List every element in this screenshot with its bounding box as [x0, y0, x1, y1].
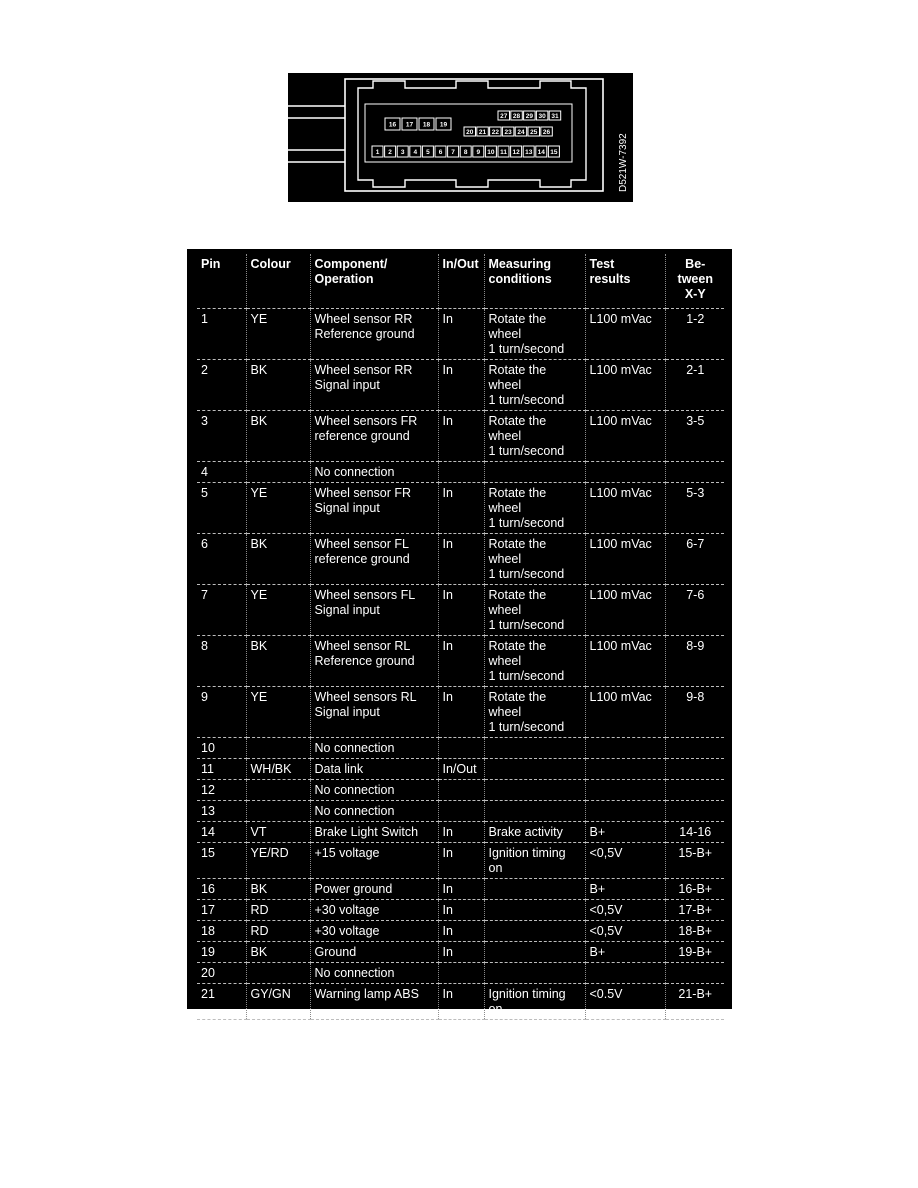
- cell-colour: [246, 963, 310, 984]
- cell-component: Wheel sensor RR Signal input: [310, 360, 438, 411]
- connector-pin: [511, 111, 523, 120]
- cell-component: Wheel sensor FL reference ground: [310, 534, 438, 585]
- cell-colour: BK: [246, 879, 310, 900]
- cell-measuring-conditions: Rotate the wheel 1 turn/second: [484, 360, 585, 411]
- cell-colour: WH/BK: [246, 759, 310, 780]
- connector-pin-label: 24: [517, 128, 525, 136]
- cell-component: No connection: [310, 738, 438, 759]
- table-row: [197, 462, 724, 483]
- cell-between: 2-1: [665, 360, 724, 411]
- connector-pin: [536, 111, 548, 120]
- cell-in-out: [438, 801, 484, 822]
- connector-pin-label: 30: [538, 112, 546, 120]
- cell-between: 9-8: [665, 687, 724, 738]
- cell-between: 21-B+: [665, 984, 724, 1020]
- cell-pin: 19: [197, 942, 246, 963]
- cell-component: +30 voltage: [310, 900, 438, 921]
- cell-colour: YE: [246, 585, 310, 636]
- connector-pin: [511, 146, 522, 157]
- table-row: [197, 759, 724, 780]
- cell-in-out: In: [438, 921, 484, 942]
- connector-pin: [397, 146, 408, 157]
- connector-pin: [435, 146, 446, 157]
- cell-test-results: L100 mVac: [585, 483, 665, 534]
- pin-table: [197, 254, 724, 1020]
- table-row: [197, 801, 724, 822]
- cell-pin: 15: [197, 843, 246, 879]
- cell-measuring-conditions: [484, 942, 585, 963]
- cell-measuring-conditions: Brake activity: [484, 822, 585, 843]
- header-component: Component/ Operation: [310, 254, 438, 309]
- header-pin: Pin: [197, 254, 246, 309]
- cell-colour: BK: [246, 942, 310, 963]
- table-row: [197, 534, 724, 585]
- cell-in-out: In: [438, 687, 484, 738]
- cell-colour: [246, 780, 310, 801]
- cell-pin: 8: [197, 636, 246, 687]
- cell-colour: [246, 738, 310, 759]
- cell-measuring-conditions: [484, 759, 585, 780]
- cell-component: +30 voltage: [310, 921, 438, 942]
- cell-in-out: In: [438, 534, 484, 585]
- cell-colour: VT: [246, 822, 310, 843]
- cell-colour: BK: [246, 411, 310, 462]
- cell-component: No connection: [310, 462, 438, 483]
- cell-colour: YE: [246, 687, 310, 738]
- cell-in-out: In: [438, 843, 484, 879]
- cell-in-out: [438, 963, 484, 984]
- connector-pin: [485, 146, 496, 157]
- cell-in-out: In: [438, 360, 484, 411]
- cell-pin: 4: [197, 462, 246, 483]
- cell-measuring-conditions: [484, 879, 585, 900]
- connector-pin-label: 3: [400, 148, 405, 156]
- cell-component: Warning lamp ABS: [310, 984, 438, 1020]
- cell-colour: YE/RD: [246, 843, 310, 879]
- table-row: [197, 636, 724, 687]
- cell-measuring-conditions: Rotate the wheel 1 turn/second: [484, 687, 585, 738]
- table-header-row: [197, 254, 724, 309]
- connector-pin-label: 23: [504, 128, 512, 136]
- cell-test-results: B+: [585, 879, 665, 900]
- table-row: [197, 822, 724, 843]
- table-row: [197, 411, 724, 462]
- cell-measuring-conditions: Rotate the wheel 1 turn/second: [484, 411, 585, 462]
- cell-test-results: L100 mVac: [585, 636, 665, 687]
- connector-pin-label: 8: [463, 148, 468, 156]
- cell-measuring-conditions: [484, 780, 585, 801]
- table-row: [197, 921, 724, 942]
- cell-in-out: In: [438, 309, 484, 360]
- cell-test-results: [585, 780, 665, 801]
- cell-between: 1-2: [665, 309, 724, 360]
- cell-test-results: L100 mVac: [585, 360, 665, 411]
- cell-component: Wheel sensors FL Signal input: [310, 585, 438, 636]
- cell-test-results: [585, 462, 665, 483]
- connector-pin: [502, 127, 514, 136]
- header-colour: Colour: [246, 254, 310, 309]
- header-between: Be- tween X-Y: [665, 254, 724, 309]
- table-row: [197, 738, 724, 759]
- table-row: [197, 780, 724, 801]
- cell-between: 14-16: [665, 822, 724, 843]
- cell-in-out: In: [438, 984, 484, 1020]
- cell-in-out: In: [438, 411, 484, 462]
- cell-test-results: [585, 759, 665, 780]
- connector-pin-label: 31: [551, 112, 559, 120]
- cell-in-out: In: [438, 585, 484, 636]
- table-row: [197, 942, 724, 963]
- connector-pin-label: 27: [500, 112, 508, 120]
- cell-pin: 2: [197, 360, 246, 411]
- connector-pin: [523, 146, 534, 157]
- cell-colour: BK: [246, 360, 310, 411]
- cell-component: Data link: [310, 759, 438, 780]
- connector-pin-label: 20: [466, 128, 474, 136]
- connector-pin: [524, 111, 536, 120]
- cell-pin: 11: [197, 759, 246, 780]
- connector-pin-label: 7: [451, 148, 455, 156]
- cell-between: 3-5: [665, 411, 724, 462]
- cell-in-out: [438, 738, 484, 759]
- cell-test-results: <0,5V: [585, 921, 665, 942]
- connector-pin: [436, 118, 451, 130]
- table-row: [197, 360, 724, 411]
- cell-pin: 16: [197, 879, 246, 900]
- cell-test-results: L100 mVac: [585, 309, 665, 360]
- table-row: [197, 900, 724, 921]
- cell-test-results: <0.5V: [585, 984, 665, 1020]
- cell-pin: 1: [197, 309, 246, 360]
- cell-component: Wheel sensors RL Signal input: [310, 687, 438, 738]
- cell-colour: GY/GN: [246, 984, 310, 1020]
- connector-pin-label: 19: [439, 121, 448, 129]
- cell-component: +15 voltage: [310, 843, 438, 879]
- cell-between: 16-B+: [665, 879, 724, 900]
- cell-pin: 6: [197, 534, 246, 585]
- cell-between: 18-B+: [665, 921, 724, 942]
- connector-pin-label: 9: [476, 148, 481, 156]
- cell-between: 7-6: [665, 585, 724, 636]
- connector-pin-label: 18: [422, 121, 431, 129]
- cell-pin: 3: [197, 411, 246, 462]
- cell-in-out: In/Out: [438, 759, 484, 780]
- cell-pin: 5: [197, 483, 246, 534]
- cell-colour: RD: [246, 900, 310, 921]
- cell-between: 19-B+: [665, 942, 724, 963]
- table-row: [197, 879, 724, 900]
- cell-measuring-conditions: Ignition timing on: [484, 843, 585, 879]
- cell-component: No connection: [310, 963, 438, 984]
- connector-pin-label: 13: [525, 148, 533, 156]
- table-row: [197, 483, 724, 534]
- cell-between: [665, 801, 724, 822]
- table-row: [197, 309, 724, 360]
- cell-between: 6-7: [665, 534, 724, 585]
- cell-test-results: L100 mVac: [585, 585, 665, 636]
- cell-measuring-conditions: Rotate the wheel 1 turn/second: [484, 534, 585, 585]
- cell-in-out: In: [438, 900, 484, 921]
- figure-code: D521W-7392: [618, 133, 629, 192]
- connector-pin: [498, 111, 510, 120]
- cell-pin: 20: [197, 963, 246, 984]
- table-row: [197, 984, 724, 1020]
- cell-colour: BK: [246, 636, 310, 687]
- connector-pin-label: 25: [530, 128, 538, 136]
- cell-colour: BK: [246, 534, 310, 585]
- cell-between: [665, 963, 724, 984]
- cell-component: Brake Light Switch: [310, 822, 438, 843]
- cell-measuring-conditions: Rotate the wheel 1 turn/second: [484, 483, 585, 534]
- connector-pin-label: 22: [491, 128, 499, 136]
- connector-pin: [515, 127, 527, 136]
- cell-component: Wheel sensor RR Reference ground: [310, 309, 438, 360]
- cell-measuring-conditions: Rotate the wheel 1 turn/second: [484, 309, 585, 360]
- table-row: [197, 687, 724, 738]
- cell-test-results: L100 mVac: [585, 411, 665, 462]
- cell-in-out: In: [438, 483, 484, 534]
- cell-measuring-conditions: [484, 963, 585, 984]
- cell-in-out: In: [438, 822, 484, 843]
- cell-colour: [246, 801, 310, 822]
- connector-pin-label: 1: [375, 148, 380, 156]
- cell-between: 5-3: [665, 483, 724, 534]
- connector-pin-label: 14: [537, 148, 545, 156]
- connector-pin-label: 10: [487, 148, 495, 156]
- connector-pin-label: 26: [542, 128, 551, 136]
- cell-pin: 9: [197, 687, 246, 738]
- cell-pin: 17: [197, 900, 246, 921]
- connector-diagram: [288, 73, 633, 202]
- cell-component: Wheel sensors FR reference ground: [310, 411, 438, 462]
- connector-pin: [385, 118, 400, 130]
- connector-pin: [410, 146, 421, 157]
- cell-measuring-conditions: [484, 462, 585, 483]
- cell-test-results: L100 mVac: [585, 687, 665, 738]
- table-row: [197, 843, 724, 879]
- connector-pin-label: 5: [426, 148, 430, 156]
- cell-test-results: L100 mVac: [585, 534, 665, 585]
- cell-test-results: [585, 963, 665, 984]
- cell-between: [665, 759, 724, 780]
- pin-table-panel: [187, 249, 732, 1016]
- cell-component: No connection: [310, 780, 438, 801]
- connector-pin: [528, 127, 540, 136]
- cell-pin: 14: [197, 822, 246, 843]
- cell-test-results: <0,5V: [585, 900, 665, 921]
- connector-pin: [490, 127, 502, 136]
- cell-component: Power ground: [310, 879, 438, 900]
- cell-in-out: [438, 462, 484, 483]
- cell-pin: 18: [197, 921, 246, 942]
- connector-pin: [498, 146, 509, 157]
- connector-pin: [477, 127, 489, 136]
- connector-pin: [419, 118, 434, 130]
- connector-pin: [460, 146, 471, 157]
- cell-colour: [246, 462, 310, 483]
- cell-test-results: [585, 801, 665, 822]
- connector-pin-label: 11: [500, 148, 507, 156]
- cell-test-results: <0,5V: [585, 843, 665, 879]
- connector-pin-label: 2: [388, 148, 392, 156]
- cell-test-results: [585, 738, 665, 759]
- cell-between: [665, 462, 724, 483]
- cell-in-out: In: [438, 879, 484, 900]
- connector-pin-label: 4: [413, 148, 418, 156]
- cell-pin: 7: [197, 585, 246, 636]
- cell-measuring-conditions: [484, 900, 585, 921]
- cell-measuring-conditions: [484, 738, 585, 759]
- connector-pin: [548, 146, 559, 157]
- header-test-results: Test results: [585, 254, 665, 309]
- header-in-out: In/Out: [438, 254, 484, 309]
- connector-pin: [464, 127, 476, 136]
- cell-colour: RD: [246, 921, 310, 942]
- cell-measuring-conditions: [484, 921, 585, 942]
- cell-between: [665, 738, 724, 759]
- header-measuring-conditions: Measuring conditions: [484, 254, 585, 309]
- connector-pin-label: 17: [405, 121, 414, 129]
- cell-between: 17-B+: [665, 900, 724, 921]
- cell-pin: 10: [197, 738, 246, 759]
- connector-pin: [541, 127, 553, 136]
- connector-pin: [385, 146, 396, 157]
- cell-in-out: In: [438, 636, 484, 687]
- table-row: [197, 585, 724, 636]
- cell-measuring-conditions: Ignition timing on: [484, 984, 585, 1020]
- cell-colour: YE: [246, 309, 310, 360]
- cell-test-results: B+: [585, 942, 665, 963]
- cell-measuring-conditions: Rotate the wheel 1 turn/second: [484, 585, 585, 636]
- cell-between: 8-9: [665, 636, 724, 687]
- cell-between: [665, 780, 724, 801]
- cell-measuring-conditions: Rotate the wheel 1 turn/second: [484, 636, 585, 687]
- cell-in-out: [438, 780, 484, 801]
- cell-colour: YE: [246, 483, 310, 534]
- cell-component: No connection: [310, 801, 438, 822]
- connector-pin-label: 16: [388, 121, 397, 129]
- connector-pin: [402, 118, 417, 130]
- cell-component: Wheel sensor FR Signal input: [310, 483, 438, 534]
- connector-pin-label: 21: [478, 128, 487, 136]
- connector-pin-label: 12: [512, 148, 520, 156]
- cell-pin: 21: [197, 984, 246, 1020]
- connector-pin: [536, 146, 547, 157]
- cell-test-results: B+: [585, 822, 665, 843]
- cell-pin: 13: [197, 801, 246, 822]
- connector-pin-label: 29: [525, 112, 533, 120]
- cell-pin: 12: [197, 780, 246, 801]
- cell-component: Ground: [310, 942, 438, 963]
- cell-in-out: In: [438, 942, 484, 963]
- cell-measuring-conditions: [484, 801, 585, 822]
- cell-between: 15-B+: [665, 843, 724, 879]
- connector-pin-label: 6: [438, 148, 443, 156]
- connector-pin: [473, 146, 484, 157]
- connector-pin: [448, 146, 459, 157]
- connector-pin: [372, 146, 383, 157]
- connector-pin: [422, 146, 433, 157]
- table-row: [197, 963, 724, 984]
- connector-pin: [549, 111, 561, 120]
- cell-component: Wheel sensor RL Reference ground: [310, 636, 438, 687]
- connector-pin-label: 15: [550, 148, 558, 156]
- connector-pin-label: 28: [512, 112, 521, 120]
